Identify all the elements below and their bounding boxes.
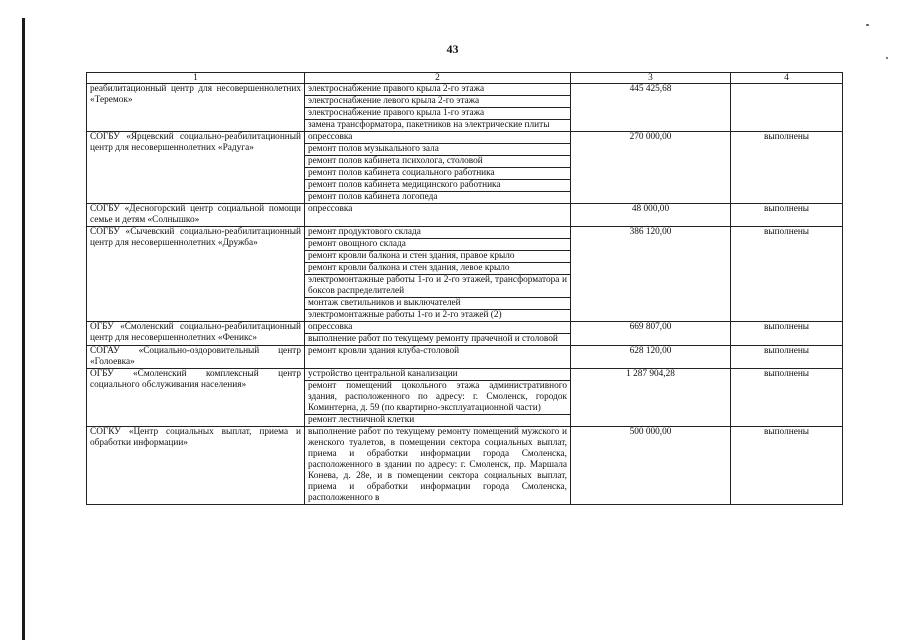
work-item: электромонтажные работы 1-го и 2-го этажей, трансформатора и боксов распределителей	[305, 275, 570, 298]
work-item: опрессовка	[305, 322, 570, 334]
table-row	[87, 204, 843, 227]
scan-speck	[866, 24, 869, 26]
amount-cell: 270 000,00	[571, 132, 731, 204]
works-table-body	[87, 73, 843, 505]
works-cell	[305, 346, 571, 369]
status-cell: выполнены	[731, 346, 843, 369]
work-item: электроснабжение правого крыла 1-го этажа	[305, 108, 570, 120]
work-item: электроснабжение левого крыла 2-го этажа	[305, 96, 570, 108]
header-col-3: 3	[571, 73, 731, 84]
work-item: электроснабжение правого крыла 2-го этажа	[305, 84, 570, 96]
work-item: ремонт полов кабинета логопеда	[308, 192, 438, 202]
work-item: опрессовка	[308, 204, 353, 214]
organization-cell: ОГБУ «Смоленский комплексный центр социального обслуживания населения»	[87, 369, 305, 427]
scan-speck	[886, 57, 888, 59]
work-item: электромонтажные работы 1-го и 2-го этажей (2)	[308, 310, 502, 320]
work-item: ремонт овощного склада	[305, 239, 570, 251]
table-row	[87, 227, 843, 322]
work-item: выполнение работ по текущему ремонту помещений мужского и женского туалетов, в помещении сектора социальных выплат, приема и обработки информации города Смоленска, расположенного в здании по адресу: г. Смоленск, пр. Маршала Конева, д. 28е, и в помещении сектора социальных выплат, приема и обработки информации города Смоленска, расположенного в	[308, 427, 567, 503]
organization-cell: СОГБУ «Ярцевский социально-реабилитационный центр для несовершеннолетних «Радуга»	[87, 132, 305, 204]
work-item: ремонт полов кабинета психолога, столовой	[305, 156, 570, 168]
status-cell	[731, 84, 843, 132]
page-number: 43	[446, 42, 459, 56]
work-item: ремонт кровли балкона и стен здания, левое крыло	[305, 263, 570, 275]
status-cell: выполнены	[731, 322, 843, 346]
amount-cell: 500 000,00	[571, 427, 731, 505]
work-item: монтаж светильников и выключателей	[305, 298, 570, 310]
header-col-2: 2	[305, 73, 571, 84]
organization-cell: СОГБУ «Десногорский центр социальной помощи семье и детям «Солнышко»	[87, 204, 305, 227]
amount-cell: 669 807,00	[571, 322, 731, 346]
works-cell	[305, 132, 571, 204]
work-item: замена трансформатора, пакетников на электрические плиты	[308, 120, 550, 130]
organization-cell: СОГБУ «Сычевский социально-реабилитационный центр для несовершеннолетних «Дружба»	[87, 227, 305, 322]
scan-edge-line	[22, 18, 25, 640]
work-item: ремонт продуктового склада	[305, 227, 570, 239]
table-header-row	[87, 73, 843, 84]
works-cell	[305, 369, 571, 427]
work-item: ремонт полов кабинета медицинского работника	[305, 180, 570, 192]
amount-cell: 1 287 904,28	[571, 369, 731, 427]
status-cell: выполнены	[731, 227, 843, 322]
works-table	[86, 72, 843, 505]
works-cell	[305, 322, 571, 346]
header-col-1: 1	[87, 73, 305, 84]
organization-cell: СОГАУ «Социально-оздоровительный центр «Голоевка»	[87, 346, 305, 369]
work-item: ремонт полов музыкального зала	[305, 144, 570, 156]
organization-cell: ОГБУ «Смоленский социально-реабилитационный центр для несовершеннолетних «Феникс»	[87, 322, 305, 346]
work-item: выполнение работ по текущему ремонту прачечной и столовой	[308, 334, 558, 344]
amount-cell: 386 120,00	[571, 227, 731, 322]
work-item: ремонт полов кабинета социального работника	[305, 168, 570, 180]
work-item: опрессовка	[305, 132, 570, 144]
table-row	[87, 427, 843, 505]
table-row	[87, 84, 843, 132]
organization-cell: СОГКУ «Центр социальных выплат, приема и обработки информации»	[87, 427, 305, 505]
work-item: ремонт помещений цокольного этажа административного здания, расположенного по адресу: г. Смоленск, городок Коминтерна, д. 59 (по квартирно-эксплуатационной части)	[305, 381, 570, 415]
works-cell	[305, 204, 571, 227]
table-row	[87, 369, 843, 427]
amount-cell: 628 120,00	[571, 346, 731, 369]
amount-cell: 48 000,00	[571, 204, 731, 227]
status-cell: выполнены	[731, 204, 843, 227]
work-item: ремонт лестничной клетки	[308, 415, 415, 425]
header-col-4: 4	[731, 73, 843, 84]
amount-cell: 445 425,68	[571, 84, 731, 132]
table-row	[87, 132, 843, 204]
table-row	[87, 346, 843, 369]
organization-cell: реабилитационный центр для несовершеннолетних «Теремок»	[87, 84, 305, 132]
status-cell: выполнены	[731, 427, 843, 505]
works-cell	[305, 227, 571, 322]
works-cell	[305, 84, 571, 132]
table-row	[87, 322, 843, 346]
work-item: устройство центральной канализации	[305, 369, 570, 381]
status-cell: выполнены	[731, 369, 843, 427]
work-item: ремонт кровли балкона и стен здания, правое крыло	[305, 251, 570, 263]
status-cell: выполнены	[731, 132, 843, 204]
works-cell	[305, 427, 571, 505]
work-item: ремонт кровли здания клуба-столовой	[308, 346, 460, 356]
